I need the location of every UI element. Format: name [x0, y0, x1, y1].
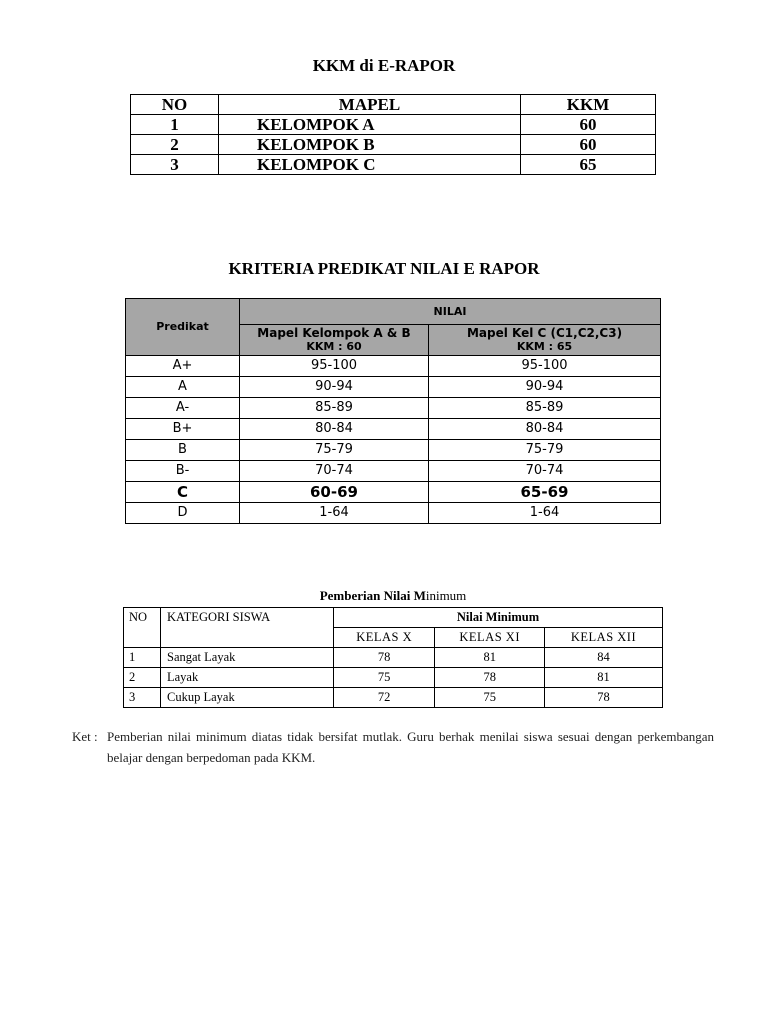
header-kelas-xi: KELAS XI	[435, 628, 545, 648]
cell-kelas-xii: 78	[545, 688, 663, 708]
cell-predikat: B	[126, 440, 240, 461]
header-mapel-c	[429, 325, 661, 356]
cell-predikat: B-	[126, 461, 240, 482]
cell-nilai-ab: 70-74	[240, 461, 429, 482]
cell-nilai-ab: 80-84	[240, 419, 429, 440]
table-row	[124, 648, 663, 668]
cell-kkm: 60	[521, 135, 656, 155]
table-row	[131, 115, 656, 135]
cell-nilai-c: 95-100	[429, 356, 661, 377]
table-row	[126, 461, 661, 482]
cell-nilai-ab: 1-64	[240, 503, 429, 524]
kriteria-table	[125, 298, 661, 524]
kkm-title: KKM di E-RAPOR	[312, 56, 456, 75]
header-nilai-minimum: Nilai Minimum	[334, 608, 663, 628]
note	[72, 726, 714, 768]
cell-no: 2	[124, 668, 161, 688]
cell-nilai-ab: 60-69	[240, 482, 429, 503]
table-row	[126, 377, 661, 398]
cell-kelas-x: 75	[334, 668, 435, 688]
table-row	[126, 503, 661, 524]
cell-nilai-ab: 90-94	[240, 377, 429, 398]
header-kkm: KKM	[521, 95, 656, 115]
cell-kategori: Layak	[161, 668, 334, 688]
header-mapel-ab-label: Mapel Kelompok A & B	[257, 326, 411, 340]
table-row	[131, 155, 656, 175]
minimum-table	[123, 607, 663, 708]
cell-predikat: C	[126, 482, 240, 503]
minimum-title	[0, 588, 768, 604]
kriteria-title: KRITERIA PREDIKAT NILAI E RAPOR	[228, 259, 540, 278]
cell-predikat: A-	[126, 398, 240, 419]
minimum-title-bold: Pemberian Nilai M	[319, 588, 426, 603]
cell-kelas-x: 72	[334, 688, 435, 708]
cell-no: 2	[131, 135, 219, 155]
header-mapel-ab-kkm: KKM : 60	[306, 340, 362, 353]
kkm-table	[130, 94, 656, 175]
cell-no: 1	[131, 115, 219, 135]
table-row	[126, 356, 661, 377]
header-mapel-c-kkm: KKM : 65	[516, 340, 573, 353]
table-row	[126, 440, 661, 461]
header-kelas-xii: KELAS XII	[545, 628, 663, 648]
table-header-row	[126, 299, 661, 325]
header-mapel-c-label: Mapel Kel C (C1,C2,C3)	[466, 326, 623, 340]
cell-no: 3	[124, 688, 161, 708]
table-row	[131, 135, 656, 155]
header-no: NO	[131, 95, 219, 115]
minimum-title-rest: inimum	[425, 588, 467, 603]
table-row	[126, 482, 661, 503]
cell-nilai-c: 80-84	[429, 419, 661, 440]
cell-kelas-xi: 75	[435, 688, 545, 708]
table-row	[126, 398, 661, 419]
cell-nilai-ab: 95-100	[240, 356, 429, 377]
cell-kkm: 65	[521, 155, 656, 175]
cell-nilai-ab: 75-79	[240, 440, 429, 461]
cell-nilai-ab: 85-89	[240, 398, 429, 419]
cell-nilai-c: 90-94	[429, 377, 661, 398]
table-header-row	[131, 95, 656, 115]
cell-kelas-xi: 81	[435, 648, 545, 668]
cell-nilai-c: 1-64	[429, 503, 661, 524]
cell-mapel: KELOMPOK A	[219, 115, 521, 135]
cell-predikat: D	[126, 503, 240, 524]
table-row	[124, 688, 663, 708]
cell-predikat: A+	[126, 356, 240, 377]
cell-kelas-xii: 84	[545, 648, 663, 668]
cell-nilai-c: 65-69	[429, 482, 661, 503]
header-nilai: NILAI	[240, 299, 661, 325]
table-row	[126, 419, 661, 440]
cell-kelas-xi: 78	[435, 668, 545, 688]
cell-no: 1	[124, 648, 161, 668]
table-row	[124, 668, 663, 688]
header-mapel-ab	[240, 325, 429, 356]
cell-no: 3	[131, 155, 219, 175]
cell-predikat: B+	[126, 419, 240, 440]
cell-nilai-c: 85-89	[429, 398, 661, 419]
cell-kategori: Cukup Layak	[161, 688, 334, 708]
table-header-row	[124, 608, 663, 628]
cell-predikat: A	[126, 377, 240, 398]
header-predikat: Predikat	[126, 299, 240, 356]
header-kategori: KATEGORI SISWA	[161, 608, 334, 648]
header-mapel: MAPEL	[219, 95, 521, 115]
cell-kkm: 60	[521, 115, 656, 135]
cell-kelas-x: 78	[334, 648, 435, 668]
note-label: Ket :	[72, 729, 98, 744]
cell-nilai-c: 70-74	[429, 461, 661, 482]
header-no: NO	[124, 608, 161, 648]
cell-mapel: KELOMPOK C	[219, 155, 521, 175]
header-kelas-x: KELAS X	[334, 628, 435, 648]
note-text: Pemberian nilai minimum diatas tidak bersifat mutlak. Guru berhak menilai siswa sesuai dengan perkembangan belajar dengan berpedoman pada KKM.	[107, 729, 714, 765]
cell-mapel: KELOMPOK B	[219, 135, 521, 155]
cell-kelas-xii: 81	[545, 668, 663, 688]
cell-kategori: Sangat Layak	[161, 648, 334, 668]
cell-nilai-c: 75-79	[429, 440, 661, 461]
